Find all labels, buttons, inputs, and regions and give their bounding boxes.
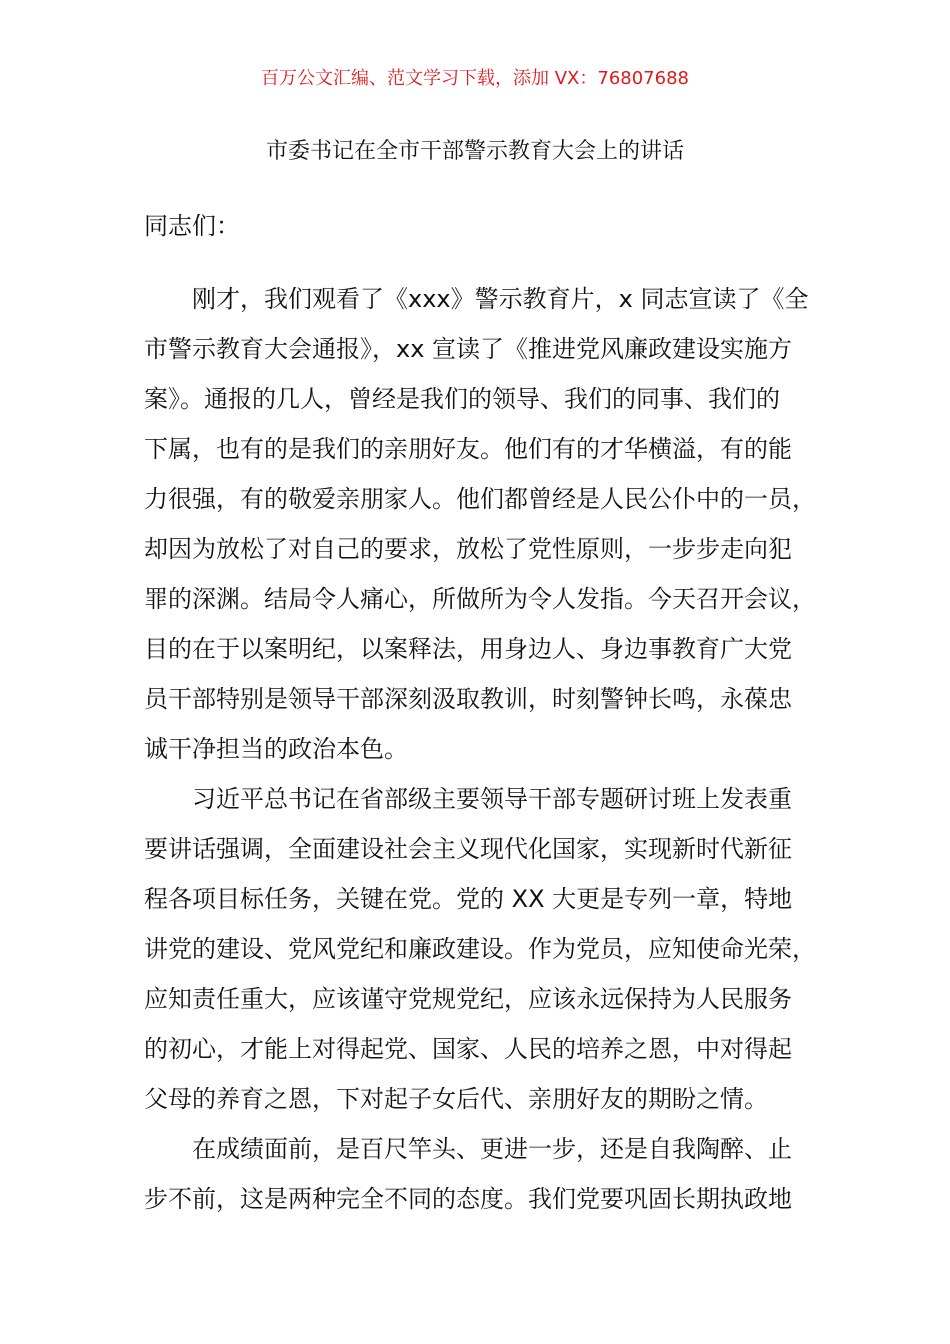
paragraph-line: 案》。通报的几人，曾经是我们的领导、我们的同事、我们的	[144, 385, 780, 413]
document-title: 市委书记在全市干部警示教育大会上的讲话	[265, 139, 684, 164]
paragraph-line: 却因为放松了对自己的要求，放松了党性原则，一步步走向犯	[144, 535, 792, 563]
paragraph-line: 要讲话强调，全面建设社会主义现代化国家，实现新时代新征	[144, 835, 792, 863]
paragraph-line: 的初心，才能上对得起党、国家、人民的培养之恩，中对得起	[144, 1035, 792, 1063]
paragraph-line: 刚才，我们观看了《xxx》警示教育片，x 同志宣读了《全	[192, 285, 809, 313]
paragraph-line: 诚干净担当的政治本色。	[144, 735, 408, 763]
paragraph-line: 步不前，这是两种完全不同的态度。我们党要巩固长期执政地	[144, 1185, 792, 1213]
header-watermark-text: 百万公文汇编、范文学习下载，添加 VX：76807688	[261, 68, 689, 89]
paragraph-line: 罪的深渊。结局令人痛心，所做所为令人发指。今天召开会议，	[144, 585, 816, 613]
paragraph-line: 员干部特别是领导干部深刻汲取教训，时刻警钟长鸣，永葆忠	[144, 685, 792, 713]
paragraph-line: 讲党的建设、党风党纪和廉政建设。作为党员，应知使命光荣，	[144, 935, 816, 963]
paragraph-line: 在成绩面前，是百尺竿头、更进一步，还是自我陶醉、止	[192, 1135, 792, 1163]
paragraph-line: 习近平总书记在省部级主要领导干部专题研讨班上发表重	[192, 785, 792, 813]
paragraph-line: 父母的养育之恩，下对起子女后代、亲朋好友的期盼之情。	[144, 1085, 768, 1113]
paragraph-line: 下属，也有的是我们的亲朋好友。他们有的才华横溢，有的能	[144, 435, 792, 463]
paragraph-line: 市警示教育大会通报》，xx 宣读了《推进党风廉政建设实施方	[144, 335, 793, 363]
paragraph-line: 力很强，有的敬爱亲朋家人。他们都曾经是人民公仆中的一员，	[144, 485, 816, 513]
paragraph-line: 目的在于以案明纪，以案释法，用身边人、身边事教育广大党	[144, 635, 792, 663]
paragraph-line: 应知责任重大，应该谨守党规党纪，应该永远保持为人民服务	[144, 985, 792, 1013]
salutation: 同志们：	[144, 212, 240, 240]
paragraph-line: 程各项目标任务，关键在党。党的 XX 大更是专列一章，特地	[144, 885, 793, 913]
